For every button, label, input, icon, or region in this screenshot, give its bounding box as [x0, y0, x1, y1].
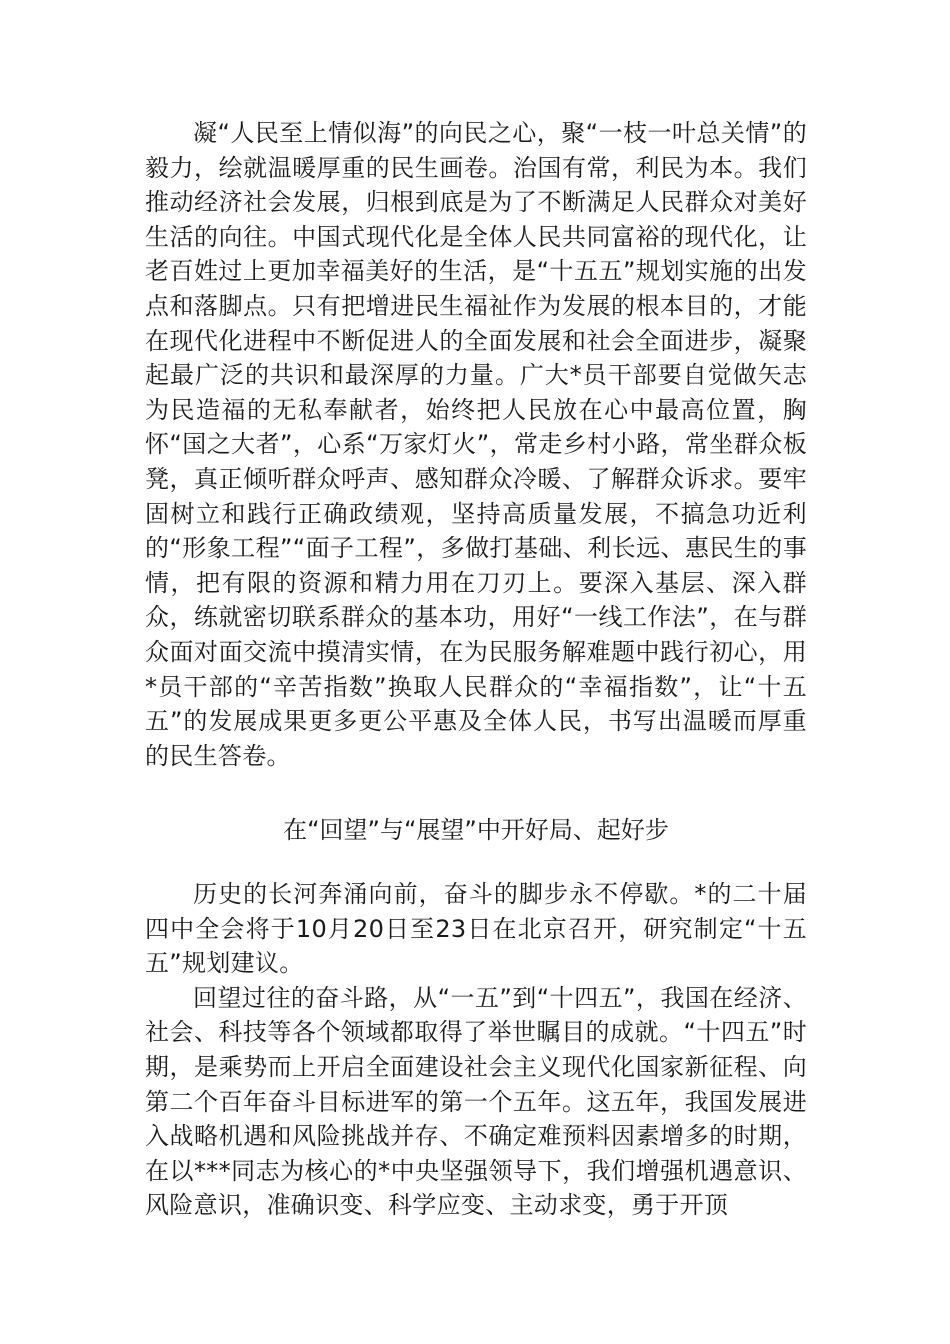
body-text-bottom — [145, 877, 807, 1223]
body-text-top — [145, 116, 807, 773]
section-heading: 在“回望”与“展望”中开好局、起好步 — [283, 816, 669, 844]
paragraph: 凝“人民至上情似海”的向民之心，聚“一枝一叶总关情”的毅力，绘就温暖厚重的民生画卷。治国有常，利民为本。我们推动经济社会发展，归根到底是为了不断满足人民群众对美好生活的向往。中国式现代化是全体人民共同富裕的现代化，让老百姓过上更加幸福美好的生活，是“十五五”规划实施的出发点和落脚点。只有把增进民生福祉作为发展的根本目的，才能在现代化进程中不断促进人的全面发展和社会全面进步，凝聚起最广泛的共识和最深厚的力量。广大*员干部要自觉做矢志为民造福的无私奉献者，始终把人民放在心中最高位置，胸怀“国之大者”，心系“万家灯火”，常走乡村小路，常坐群众板凳，真正倾听群众呼声、感知群众冷暖、了解群众诉求。要牢固树立和践行正确政绩观，坚持高质量发展，不搞急功近利的“形象工程”“面子工程”，多做打基础、利长远、惠民生的事情，把有限的资源和精力用在刀刃上。要深入基层、深入群众，练就密切联系群众的基本功，用好“一线工作法”，在与群众面对面交流中摸清实情，在为民服务解难题中践行初心，用*员干部的“辛苦指数”换取人民群众的“幸福指数”，让“十五五”的发展成果更多更公平惠及全体人民，书写出温暖而厚重的民生答卷。 — [145, 119, 807, 770]
paragraph: 回望过往的奋斗路，从“一五”到“十四五”，我国在经济、社会、科技等各个领域都取得了举世瞩目的成就。“十四五”时期，是乘势而上开启全面建设社会主义现代化国家新征程、向第二个百年奋斗目标进军的第一个五年。这五年，我国发展进入战略机遇和风险挑战并存、不确定难预料因素增多的时期，在以***同志为核心的*中央坚强领导下，我们增强机遇意识、风险意识，准确识变、科学应变、主动求变，勇于开顶 — [145, 983, 807, 1220]
paragraph: 历史的长河奔涌向前，奋斗的脚步永不停歇。*的二十届四中全会将于10月20日至23日在北京召开，研究制定“十五五”规划建议。 — [145, 880, 807, 978]
